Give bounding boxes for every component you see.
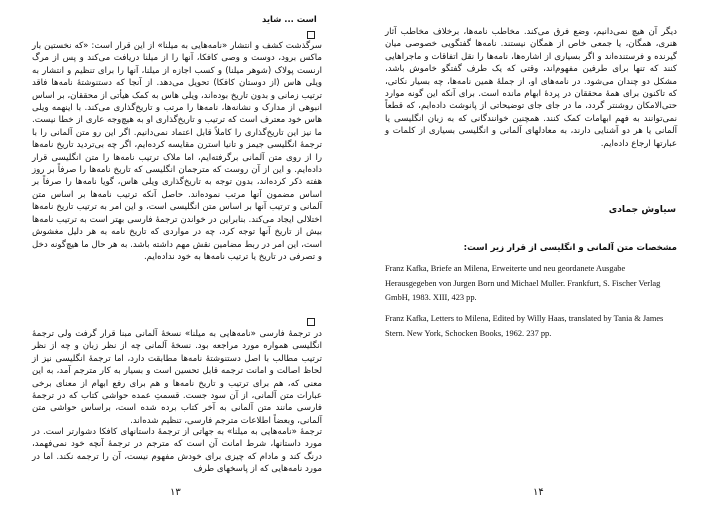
reference-german: Franz Kafka, Briefe an Milena, Erweiterte und neu geordanete Ausgabe Herausgegeben von Jurgen Born und Michael Muller. Frankfurt, S. Fischer Verlag GmbH, 1983. XIII, 423 pp. <box>385 264 661 303</box>
page-number: ۱۴ <box>533 487 544 498</box>
left-body-para-3 <box>32 426 322 476</box>
page-number: ۱۳ <box>170 487 181 498</box>
paragraph: دیگر آن هیچ نمی‌دانیم، وضع فرق می‌کند. مخاطب نامه‌ها، برخلاف مخاطب آثار هنری، همگان، یا جمعی خاص از همگان نیستند. نامه‌ها گفتگویی خصوصی میان گیرنده و فرستنده‌اند و اگر بسیاری از اشاره‌ها، نامه‌ها را نقل اتفاقات و ماجراهایی کنند که تنها برای طرفین مفهوم‌اند، وقتی که یک طرف گفتگو خاموش باشد، مشکل دو چندان می‌شود. در نامه‌های او، از جملهٔ همین نامه‌ها، چه بسیار نکاتی، که تاکنون برای همهٔ محققان در پردهٔ ابهام مانده است. برای آنکه این گونه موارد حتی‌الامکان روشنتر گردد، ما در جای جای توضیحاتی از پانوشت داده‌ایم، که قطعاً نمی‌توانند به فهم ابهامات کمک کنند. همچنین خوانندگانی که به زبان انگلیسی یا آلمانی یا هر دو آشنایی دارند، به معادلهای آلمانی و انگلیسی بسیاری از کلمات و عبارتها ارجاع داده‌ایم. <box>385 27 677 149</box>
section-marker-icon <box>307 31 315 39</box>
paragraph: سرگذشت کشف و انتشار «نامه‌هایی به میلنا» از این قرار است: «که نخستین بار ماکس برود، دوست و وصی کافکا، آنها را از میلنا دریافت می‌کند و پس از مرگ ارنست پولاک (شوهر میلنا) و کسب اجازه از میلنا، آنها را برای تنظیم و انتشار به ویلی هاس (از دوستان کافکا) تحویل می‌دهد. از آنجا که دستنوشتهٔ نامه‌ها فاقد ترتیب زمانی و بدون تاریخ بوده‌اند، ویلی هاس به کمک هیأتی از محققان، بر اساس انبوهی از مدارک و نشانه‌ها، نامه‌ها را مرتب و تاریخ‌گذاری می‌کند. با اینهمه ویلی هاس خود معترف است که ترتیب و تاریخ‌گذاری او به هیچ‌وجه عاری از خطا نیست. ما نیز این تاریخ‌گذاری را کاملاً قابل اعتماد نمی‌دانیم. اگر این رو متن آلمانی را با ترجمهٔ انگلیسی جیمز و تانیا استرن مقایسه کرده‌ایم، اگر چه بی‌تردید تاریخ نامه‌ها را از روی متن آلمانی برگرفته‌ایم، اما ملاک ترتیب نامه‌ها را متن انگلیسی قرار داده‌ایم. و این از آن روست که مترجمان انگلیسی که تاریخ نامه‌ها را صرفاً بر روز هفته ذکر کرده‌اند، بدون توجه به تاریخ‌گذاری ویلی هاس، گویا نامه‌ها را صرفاً بر اساس مضمون آنها مرتب نموده‌اند. حاصل آنکه ترتیب نامه‌ها بر اساس متن آلمانی و ترتیب آنها بر اساس متن انگلیسی است، و این امر به ترتیب تاریخ نامه‌ها اختلالی ایجاد می‌کند. بنابراین در خواندن ترجمهٔ فارسی بهتر است به ترتیب نامه‌ها بیش از تاریخ آنها توجه کرد، چه در مواردی که تاریخ نامه به هر دلیل مغشوش است، این امر در ربط مضامین نقش مهم داشته باشد. به هر حال ما هیچ‌گونه دخل و تصرفی در تاریخ یا ترتیب نامه‌ها به خود نداده‌ایم. <box>32 41 322 262</box>
paragraph: در ترجمهٔ فارسی «نامه‌هایی به میلنا» نسخهٔ آلمانی مبنا قرار گرفت ولی ترجمهٔ انگلیسی همواره مورد مراجعه بود. نسخهٔ آلمانی چه از نظر زبان و چه از نظر ترتیب مطالب با اصل دستنوشتهٔ نامه‌ها مطابقت دارد، اما ترجمهٔ انگلیسی نیز از لحاظ اصالت و امانت ترجمه قابل تحسین است و بسیار به کار مترجم آمد، به این معنی که، هم برای ترتیب و تاریخ نامه‌ها و هم برای رفع ابهام از معنای برخی عبارات متن آلمانی، از آن سود جست. قسمتِ عمده حواشی کتاب که در ترجمهٔ فارسی مانند متن آلمانی به آخر کتاب برده شده است، براساس حواشی متن آلمانی، وبعضاً اطلاعات مترجم فارسی، تنظیم شده‌اند. <box>32 329 322 426</box>
right-page <box>355 0 710 518</box>
right-body-para-1 <box>385 26 677 150</box>
translator-signature: سیاوش جمادی <box>608 204 676 215</box>
section-marker-icon <box>307 318 315 326</box>
left-body-para-1 <box>32 40 322 263</box>
left-body-para-2 <box>32 328 322 427</box>
running-header: است ... شاید <box>262 14 317 24</box>
sources-heading: مشخصات متن آلمانی و انگلیسی از قرار زیر است: <box>463 243 677 253</box>
paragraph: ترجمهٔ «نامه‌هایی به میلنا» به جهاتی از ترجمهٔ داستانهای کافکا دشوارتر است. در مورد داستانها، شرط امانت آن است که مترجم در ترجمهٔ آنچه خود نمی‌فهمد، درنگ کند و مادام که چیزی برای خودش مفهوم نیست، آن را ترجمه نکند. اما در مورد نامه‌هایی که از پاسخهای طرف <box>32 427 322 475</box>
reference-english: Franz Kafka, Letters to Milena, Edited by Willy Haas, translated by Tania & James Stern. New York, Schocken Books, 1962. 237 pp. <box>385 314 664 338</box>
